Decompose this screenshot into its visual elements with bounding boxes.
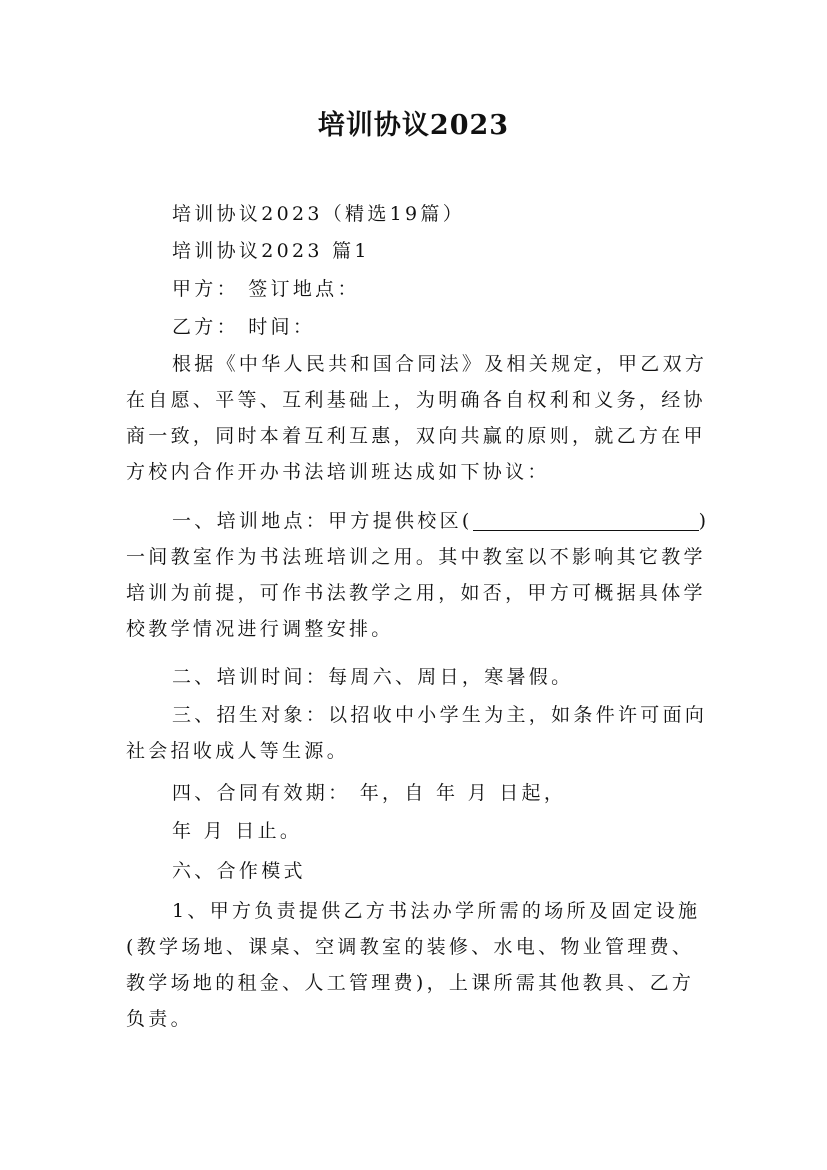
intro-paragraph: 根据《中华人民共和国合同法》及相关规定，甲乙双方在自愿、平等、互利基础上，为明确各自权利和义务，经协商一致，同时本着互利互惠，双向共赢的原则，就乙方在甲方校内合作开办书法培训班达成如下协议： xyxy=(126,353,708,483)
clause-1-prefix: 一、培训地点：甲方提供校区( xyxy=(172,510,473,532)
party-a-line: 甲方： 签订地点： xyxy=(172,278,360,300)
party-b-line: 乙方： 时间： xyxy=(172,316,316,338)
clause-1-paragraph xyxy=(126,503,711,647)
document-subtitle: 培训协议2023（精选19篇） xyxy=(172,203,466,225)
clause-4-line-1: 四、合同有效期： 年，自 年 月 日起， xyxy=(172,782,567,804)
clause-4-line-2: 年 月 日止。 xyxy=(172,820,303,842)
clause-1-suffix: )一间教室作为书法班培训之用。其中教室以不影响其它教学培训为前提，可作书法教学之用，如否，甲方可概据具体学校教学情况进行调整安排。 xyxy=(126,510,710,640)
clause-6-1-paragraph: 1、甲方负责提供乙方书法办学所需的场所及固定设施(教学场地、课桌、空调教室的装修、水电、物业管理费、教学场地的租金、人工管理费)，上课所需其他教具、乙方负责。 xyxy=(126,900,701,1030)
section-heading: 培训协议2023 篇1 xyxy=(172,240,370,262)
clause-3-paragraph: 三、招生对象：以招收中小学生为主，如条件许可面向社会招收成人等生源。 xyxy=(126,704,708,762)
document-title: 培训协议2023 xyxy=(317,110,510,141)
clause-6-heading: 六、合作模式 xyxy=(172,860,306,882)
school-name-blank xyxy=(473,510,699,531)
clause-2-paragraph: 二、培训时间：每周六、周日，寒暑假。 xyxy=(172,666,574,688)
